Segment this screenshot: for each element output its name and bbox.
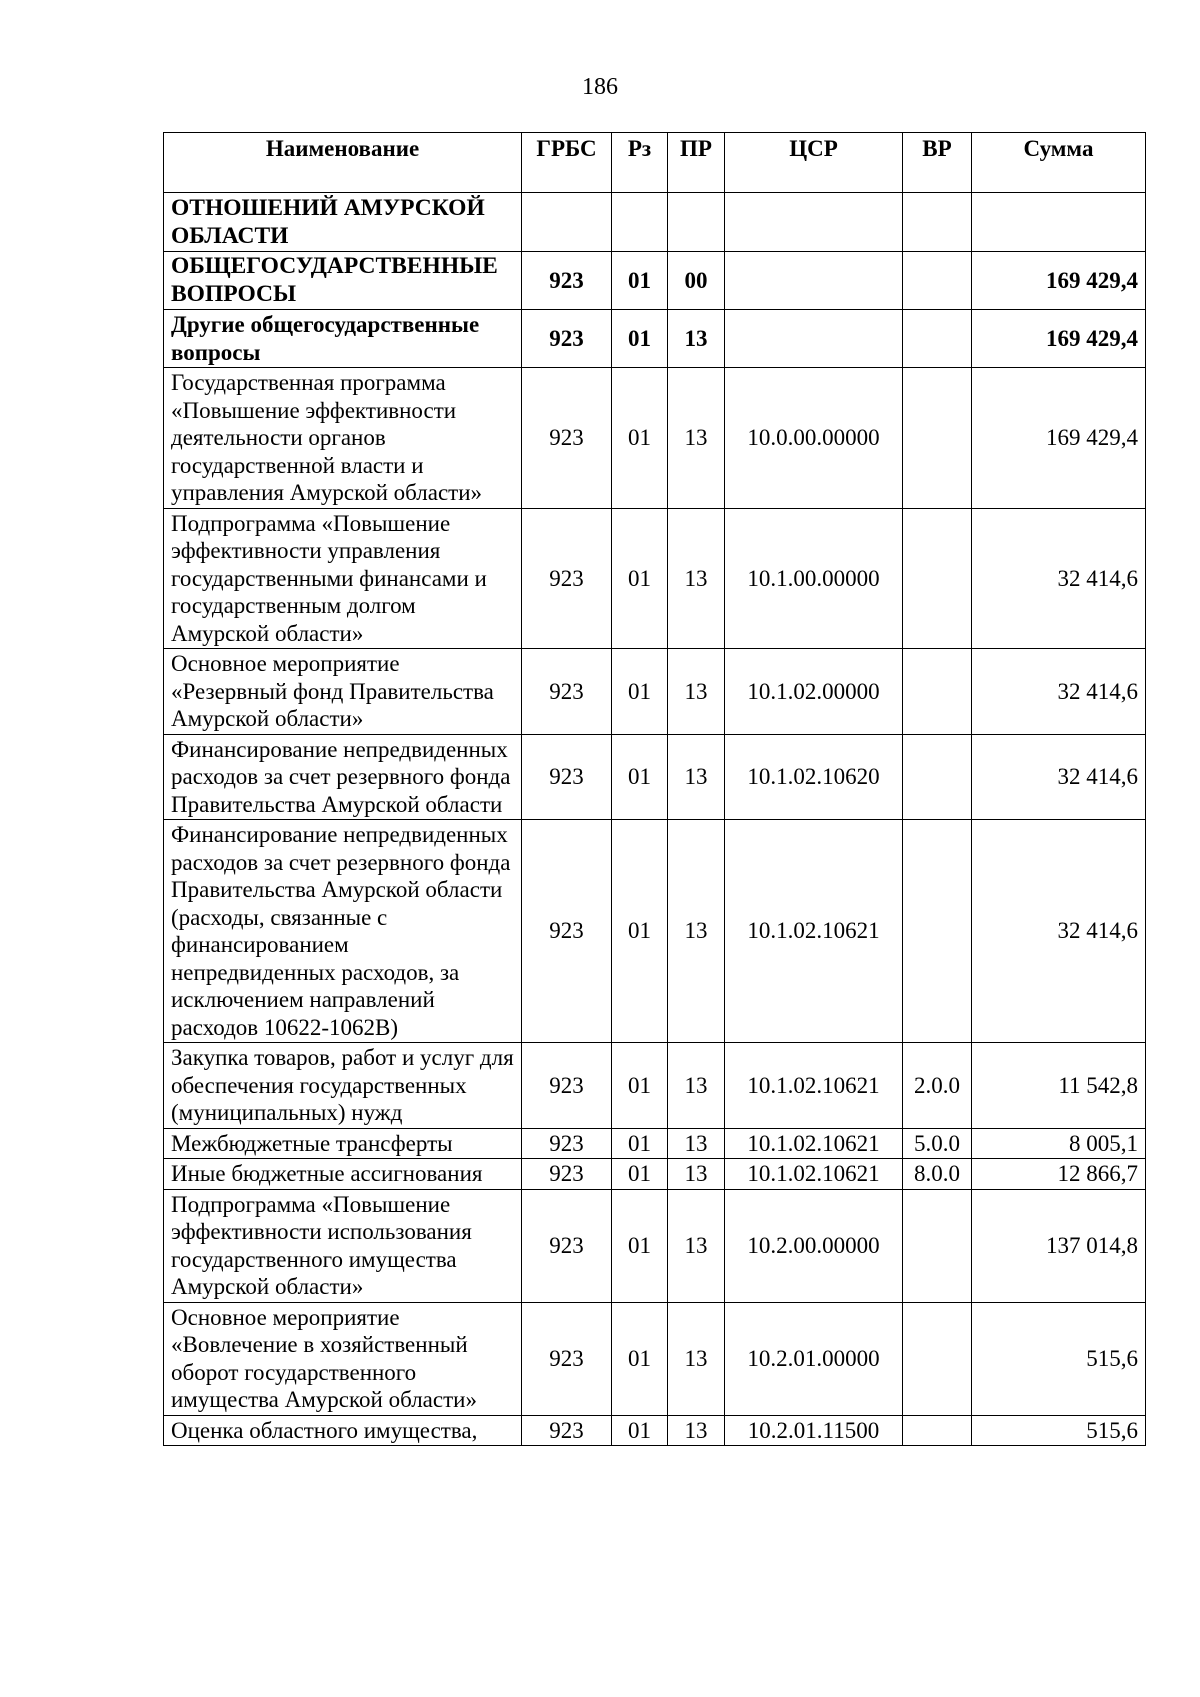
cell-name: Закупка товаров, работ и услуг для обеспечения государственных (муниципальных) нужд — [164, 1043, 522, 1129]
cell-vr — [903, 252, 972, 310]
cell-grbs: 923 — [522, 1189, 612, 1302]
cell-sum: 12 866,7 — [972, 1159, 1146, 1190]
cell-vr — [903, 820, 972, 1043]
table-body — [164, 193, 1146, 1446]
budget-table — [163, 132, 1146, 1446]
cell-vr: 2.0.0 — [903, 1043, 972, 1129]
cell-sum: 32 414,6 — [972, 734, 1146, 820]
cell-pr — [668, 193, 725, 252]
cell-grbs: 923 — [522, 508, 612, 649]
cell-grbs: 923 — [522, 1415, 612, 1446]
cell-name: Финансирование непредвиденных расходов за счет резервного фонда Правительства Амурской области (расходы, связанные с финансированием непредвиденных расходов, за исключением направлений расходов 10622-1062В) — [164, 820, 522, 1043]
cell-csr: 10.1.02.00000 — [725, 649, 903, 735]
cell-grbs: 923 — [522, 368, 612, 509]
cell-rz — [612, 193, 668, 252]
cell-name: Межбюджетные трансферты — [164, 1128, 522, 1159]
table-row — [164, 252, 1146, 310]
cell-rz: 01 — [612, 1128, 668, 1159]
cell-csr — [725, 193, 903, 252]
cell-pr: 13 — [668, 649, 725, 735]
cell-pr: 13 — [668, 820, 725, 1043]
cell-pr: 13 — [668, 368, 725, 509]
cell-vr — [903, 1415, 972, 1446]
cell-name: ОТНОШЕНИЙ АМУРСКОЙ ОБЛАСТИ — [164, 193, 522, 252]
table-row — [164, 193, 1146, 252]
cell-csr: 10.2.01.11500 — [725, 1415, 903, 1446]
table-row — [164, 508, 1146, 649]
cell-sum: 8 005,1 — [972, 1128, 1146, 1159]
cell-vr: 5.0.0 — [903, 1128, 972, 1159]
cell-pr: 13 — [668, 734, 725, 820]
table-row — [164, 1043, 1146, 1129]
cell-csr: 10.0.00.00000 — [725, 368, 903, 509]
cell-rz: 01 — [612, 252, 668, 310]
cell-sum: 32 414,6 — [972, 820, 1146, 1043]
cell-csr: 10.2.01.00000 — [725, 1302, 903, 1415]
cell-pr: 13 — [668, 508, 725, 649]
cell-pr: 13 — [668, 1128, 725, 1159]
cell-name: Основное мероприятие «Вовлечение в хозяйственный оборот государственного имущества Амурской области» — [164, 1302, 522, 1415]
cell-vr: 8.0.0 — [903, 1159, 972, 1190]
cell-grbs: 923 — [522, 734, 612, 820]
page-number: 186 — [582, 74, 618, 100]
header-vr: ВР — [903, 133, 972, 193]
table-row — [164, 1302, 1146, 1415]
cell-name: Государственная программа «Повышение эффективности деятельности органов государственной власти и управления Амурской области» — [164, 368, 522, 509]
cell-name: Подпрограмма «Повышение эффективности использования государственного имущества Амурской области» — [164, 1189, 522, 1302]
cell-name: Оценка областного имущества, — [164, 1415, 522, 1446]
cell-grbs: 923 — [522, 1128, 612, 1159]
cell-grbs: 923 — [522, 1302, 612, 1415]
cell-sum: 169 429,4 — [972, 368, 1146, 509]
cell-sum: 137 014,8 — [972, 1189, 1146, 1302]
cell-sum: 32 414,6 — [972, 508, 1146, 649]
cell-pr: 13 — [668, 1415, 725, 1446]
cell-vr — [903, 368, 972, 509]
cell-name: Другие общегосударственные вопросы — [164, 310, 522, 368]
table-row — [164, 1159, 1146, 1190]
table-row — [164, 1189, 1146, 1302]
cell-sum: 515,6 — [972, 1302, 1146, 1415]
cell-csr: 10.1.02.10621 — [725, 1128, 903, 1159]
cell-vr — [903, 508, 972, 649]
cell-name: Основное мероприятие «Резервный фонд Правительства Амурской области» — [164, 649, 522, 735]
cell-vr — [903, 193, 972, 252]
cell-name: Иные бюджетные ассигнования — [164, 1159, 522, 1190]
cell-grbs: 923 — [522, 252, 612, 310]
cell-csr: 10.1.02.10621 — [725, 820, 903, 1043]
header-csr: ЦСР — [725, 133, 903, 193]
cell-pr: 13 — [668, 310, 725, 368]
cell-sum: 11 542,8 — [972, 1043, 1146, 1129]
table-row — [164, 649, 1146, 735]
cell-sum: 169 429,4 — [972, 310, 1146, 368]
cell-grbs: 923 — [522, 1159, 612, 1190]
cell-csr: 10.1.02.10621 — [725, 1159, 903, 1190]
cell-sum: 515,6 — [972, 1415, 1146, 1446]
cell-csr: 10.1.02.10620 — [725, 734, 903, 820]
header-sum: Сумма — [972, 133, 1146, 193]
cell-rz: 01 — [612, 1159, 668, 1190]
cell-sum: 32 414,6 — [972, 649, 1146, 735]
cell-pr: 13 — [668, 1043, 725, 1129]
cell-csr: 10.2.00.00000 — [725, 1189, 903, 1302]
cell-rz: 01 — [612, 1189, 668, 1302]
table-row — [164, 1415, 1146, 1446]
table-row — [164, 734, 1146, 820]
table-row — [164, 310, 1146, 368]
cell-rz: 01 — [612, 734, 668, 820]
cell-pr: 13 — [668, 1302, 725, 1415]
cell-sum: 169 429,4 — [972, 252, 1146, 310]
cell-vr — [903, 734, 972, 820]
cell-csr — [725, 252, 903, 310]
cell-grbs: 923 — [522, 310, 612, 368]
cell-vr — [903, 1302, 972, 1415]
cell-rz: 01 — [612, 820, 668, 1043]
cell-name: Подпрограмма «Повышение эффективности управления государственными финансами и государственным долгом Амурской области» — [164, 508, 522, 649]
header-name: Наименование — [164, 133, 522, 193]
cell-pr: 00 — [668, 252, 725, 310]
cell-rz: 01 — [612, 649, 668, 735]
cell-csr: 10.1.00.00000 — [725, 508, 903, 649]
cell-pr: 13 — [668, 1159, 725, 1190]
cell-sum — [972, 193, 1146, 252]
cell-grbs: 923 — [522, 820, 612, 1043]
cell-rz: 01 — [612, 1415, 668, 1446]
table-row — [164, 1128, 1146, 1159]
header-row — [164, 133, 1146, 193]
header-rz: Рз — [612, 133, 668, 193]
cell-name: Финансирование непредвиденных расходов за счет резервного фонда Правительства Амурской области — [164, 734, 522, 820]
cell-csr — [725, 310, 903, 368]
cell-rz: 01 — [612, 368, 668, 509]
cell-rz: 01 — [612, 310, 668, 368]
cell-grbs: 923 — [522, 1043, 612, 1129]
cell-pr: 13 — [668, 1189, 725, 1302]
cell-name: ОБЩЕГОСУДАРСТВЕННЫЕ ВОПРОСЫ — [164, 252, 522, 310]
cell-rz: 01 — [612, 1043, 668, 1129]
table-row — [164, 820, 1146, 1043]
cell-rz: 01 — [612, 508, 668, 649]
header-pr: ПР — [668, 133, 725, 193]
cell-vr — [903, 649, 972, 735]
cell-grbs: 923 — [522, 649, 612, 735]
cell-vr — [903, 310, 972, 368]
cell-csr: 10.1.02.10621 — [725, 1043, 903, 1129]
table-row — [164, 368, 1146, 509]
header-grbs: ГРБС — [522, 133, 612, 193]
cell-vr — [903, 1189, 972, 1302]
cell-grbs — [522, 193, 612, 252]
cell-rz: 01 — [612, 1302, 668, 1415]
